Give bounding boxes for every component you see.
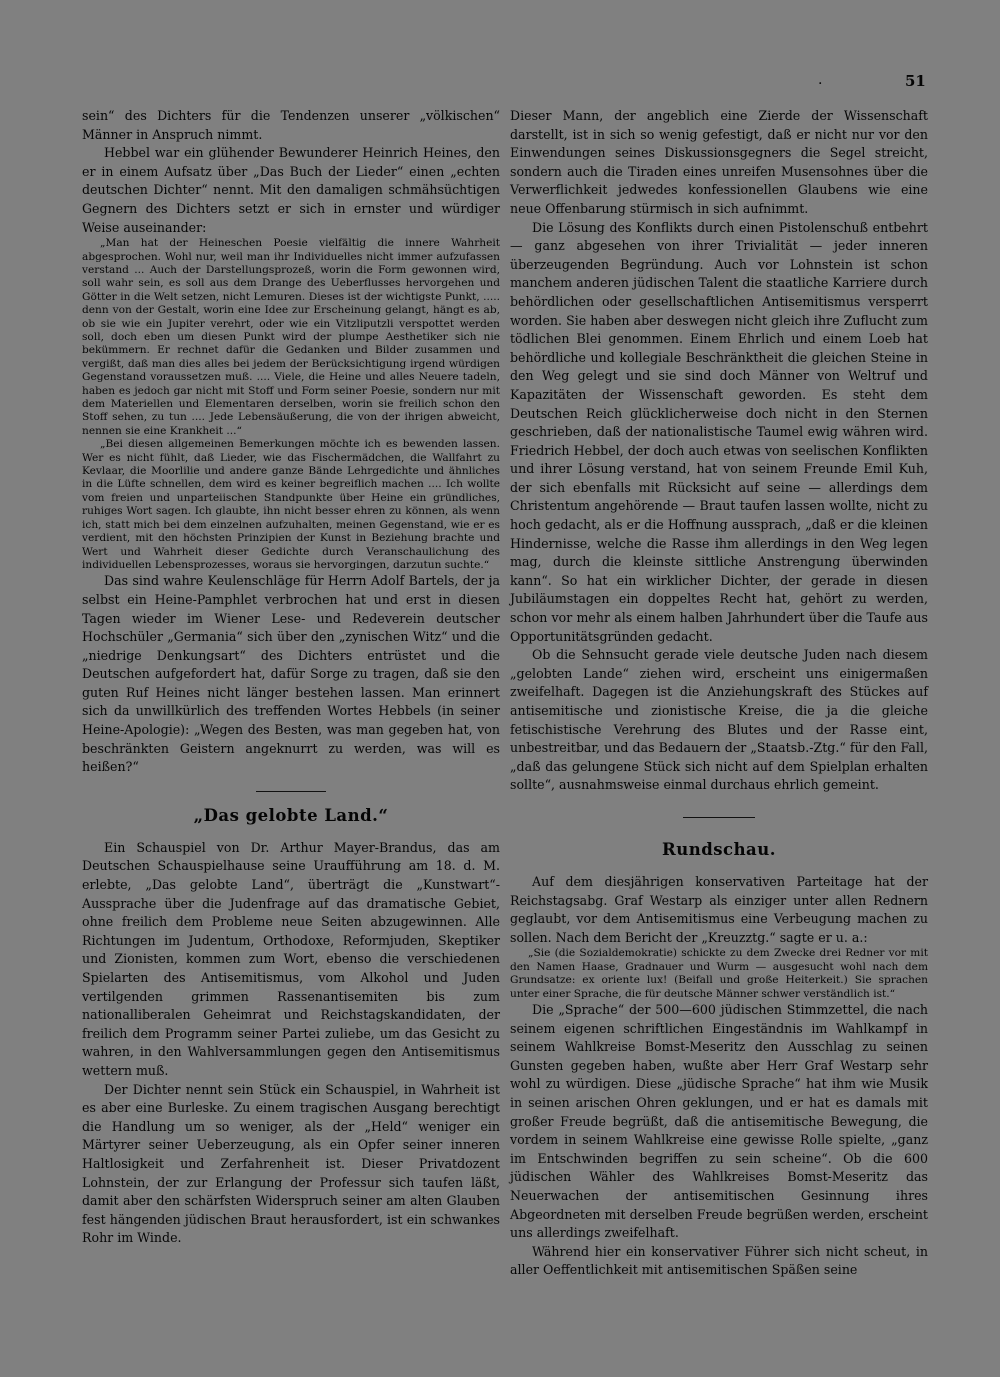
page-number: 51 <box>905 72 926 90</box>
section-divider <box>256 791 326 792</box>
article-heading: „Das gelobte Land.“ <box>193 805 389 825</box>
paragraph: Das sind wahre Keulenschläge für Herrn Adolf Bartels, der ja selbst ein Heine-Pamphlet verbrochen hat und erst in diesen Tagen wieder im Wiener Lese- und Redeverein deutscher Hochschüler „Germania“ sich über den „zynischen Witz“ und die „niedrige Denkungsart“ des Dichters entrüstet und die Deutschen aufgefordert hat, dafür Sorge zu tragen, daß sie den guten Ruf Heines nicht länger bestehen lassen. Man erinnert sich da unwillkürlich des treffenden Wortes Hebbels (in seiner Heine-Apologie): „Wegen des Besten, was man gegeben hat, von beschränkten Geistern angeknurrt zu werden, was will es heißen?“ <box>82 573 500 775</box>
block-quote: „Man hat der Heineschen Poesie vielfältig die innere Wahrheit abgesprochen. Wohl nur, weil man ihr Individuelles nicht immer aufzufassen verstand ... Auch der Darstellungsprozeß, worin die Form gewonnen wird, soll wahr sein, es soll aus dem Drange des Ueberflusses hervorgehen und Götter in die Welt setzen, nicht Lemuren. Dieses ist der wichtigste Punkt, ..... denn von der Gestalt, worin eine Idee zur Erscheinung gelangt, hängt es ab, ob sie wie ein Jupiter verehrt, oder wie ein Vitzliputzli verspottet werden soll, doch eben um diesen Punkt wird der plumpe Aesthetiker sich nie bekümmern. Er rechnet dafür die Gedanken und Bilder zusammen und vergißt, daß man dies alles bei jedem der Berücksichtigung irgend würdigen Gegenstand voraussetzen muß. .... Viele, die Heine und alles Neuere tadeln, haben es jedoch gar nicht mit Stoff und Form seiner Poesie, sondern nur mit dem Materiellen und Elementaren derselben, worin sie freilich schon den Stoff sehen, zu tun .... Jede Lebensäußerung, die von der ihrigen abweicht, nennen sie eine Krankheit ...“ <box>82 237 500 437</box>
paragraph: Die Lösung des Konflikts durch einen Pistolenschuß entbehrt — ganz abgesehen von ihrer Trivialität — jeder inneren überzeugenden Begründung. Auch vor Lohnstein ist schon manchem anderen jüdischen Talent die staatliche Karriere durch behördlichen oder gesellschaftlichen Antisemitismus versperrt worden. Sie haben aber deswegen nicht gleich ihre Zuflucht zum tödlichen Blei genommen. Einem Ehrlich und einem Loeb hat behördliche und kollegiale Beschränktheit die gleichen Steine in den Weg gelegt und sie sind doch Männer von Weltruf und Kapazitäten der Wissenschaft geworden. Es steht dem Deutschen Reich glücklicherweise doch nicht in den Sternen geschrieben, daß der nationalistische Taumel ewig währen wird. Friedrich Hebbel, der doch auch etwas von seelischen Konflikten und ihrer Lösung verstand, hat von seinem Freunde Emil Kuh, der sich ebenfalls mit Rücksicht auf seine — allerdings dem Christentum angehörende — Braut taufen lassen wollte, nicht zu hoch gedacht, als er die Hoffnung aussprach, „daß er die kleinen Hindernisse, welche die Rasse ihm allerdings in den Weg legen mag, durch die kleinste sittliche Anstrengung überwinden kann“. So hat ein wirklicher Dichter, der gerade in diesen Jubiläumstagen ein doppeltes Recht hat, gehört zu werden, schon vor mehr als einem halben Jahrhundert über die Taufe aus Opportunitätsgründen gedacht. <box>510 219 928 644</box>
paragraph: Dieser Mann, der angeblich eine Zierde der Wissenschaft darstellt, ist in sich so wenig gefestigt, daß er nicht nur vor den Einwendungen seines Diskussionsgegners die Segel streicht, sondern auch die Tiraden eines unreifen Musensohnes über die Verwerflichkeit jedwedes konfessionellen Glaubens wie eine neue Offenbarung stürmisch in sich aufnimmt. <box>510 108 928 216</box>
paragraph: Hebbel war ein glühender Bewunderer Heinrich Heines, den er in einem Aufsatz über „Das Buch der Lieder“ einen „echten deutschen Dichter“ nennt. Mit den damaligen schmähsüchtigen Gegnern des Dichters setzt er sich in ernster und würdiger Weise auseinander: <box>82 145 500 235</box>
paragraph: Der Dichter nennt sein Stück ein Schauspiel, in Wahrheit ist es aber eine Burleske. Zu einem tragischen Ausgang berechtigt die Handlung um so weniger, als der „Held“ weniger ein Märtyrer seiner Ueberzeugung, als ein Opfer seiner inneren Haltlosigkeit und Zerfahrenheit ist. Dieser Privatdozent Lohnstein, der zur Erlangung der Professur sich taufen läßt, damit aber den schärfsten Widerspruch seiner am alten Glauben fest hängenden jüdischen Braut herausfordert, ist ein schwankes Rohr im Winde. <box>82 1081 500 1246</box>
paragraph: Auf dem diesjährigen konservativen Parteitage hat der Reichstagsabg. Graf Westarp als einziger unter allen Rednern geglaubt, vor dem Antisemitismus eine Verbeugung machen zu sollen. Nach dem Bericht der „Kreuzztg.“ sagte er u. a.: <box>510 873 928 945</box>
section-divider <box>683 817 755 818</box>
left-column <box>82 107 500 1248</box>
block-quote: „Sie (die Sozialdemokratie) schickte zu dem Zwecke drei Redner vor mit den Namen Haase, Gradnauer und Wurm — ausgesucht wohl nach dem Grundsatze: ex oriente lux! (Beifall und große Heiterkeit.) Sie sprachen unter einer Sprache, die für deutsche Männer schwer verständlich ist.“ <box>510 947 928 1000</box>
section-heading: Rundschau. <box>661 839 776 859</box>
paragraph: Ein Schauspiel von Dr. Arthur Mayer-Brandus, das am Deutschen Schauspielhause seine Uraufführung am 18. d. M. erlebte, „Das gelobte Land“, überträgt die „Kunstwart“-Aussprache über die Judenfrage auf das dramatische Gebiet, ohne freilich dem Probleme neue Seiten abzugewinnen. Alle Richtungen im Judentum, Orthodoxe, Reformjuden, Skeptiker und Zionisten, kommen zum Wort, ebenso die verschiedenen Spielarten des Antisemitismus, vom Alkohol und Juden vertilgenden grimmen Rassenantisemiten bis zum nationalliberalen Geheimrat und Reichstagskandidaten, der freilich dem Programm seiner Partei zuliebe, um das Gesicht zu wahren, in den Wahlversammlungen gegen den Antisemitismus wettern muß. <box>82 839 500 1078</box>
page-marker: . <box>818 72 823 88</box>
paragraph: sein“ des Dichters für die Tendenzen unserer „völkischen“ Männer in Anspruch nimmt. <box>82 108 500 142</box>
paragraph: Die „Sprache“ der 500—600 jüdischen Stimmzettel, die nach seinem eigenen schriftlichen Eingeständnis im Wahlkampf in seinem Wahlkreise Bomst-Meseritz den Ausschlag zu seinen Gunsten gegeben haben, wußte aber Herr Graf Westarp sehr wohl zu würdigen. Diese „jüdische Sprache“ hat ihm wie Musik in seinen arischen Ohren geklungen, und er hat es damals mit großer Freude begrüßt, daß die antisemitische Bewegung, die vordem in seinem Wahlkreise eine gewisse Rolle spielte, „ganz im Entschwinden begriffen zu sein scheine“. Ob die 600 jüdischen Wähler des Wahlkreises Bomst-Meseritz das Neuerwachen der antisemitischen Gesinnung ihres Abgeordneten mit derselben Freude begrüßen werden, erscheint uns allerdings zweifelhaft. <box>510 1001 928 1241</box>
block-quote: „Bei diesen allgemeinen Bemerkungen möchte ich es bewenden lassen. Wer es nicht fühlt, daß Lieder, wie das Fischermädchen, die Wallfahrt zu Kevlaar, die Moorlilie und andere ganze Bände Lehrgedichte und ähnliches in die Lüfte schnellen, dem wird es keiner begreiflich machen .... Ich wollte vom freien und unparteiischen Standpunkte über Heine ein gründliches, ruhiges Wort sagen. Ich glaubte, ihn nicht besser ehren zu können, als wenn ich, statt mich bei dem einzelnen aufzuhalten, meinen Gegenstand, wie er es verdient, mit den höchsten Prinzipien der Kunst in Beziehung brachte und Wert und Wahrheit dieser Gedichte durch Veranschaulichung des individuellen Lebensprozesses, woraus sie hervorgingen, darzutun suchte.“ <box>82 438 500 571</box>
paragraph: Während hier ein konservativer Führer sich nicht scheut, in aller Oeffentlichkeit mit antisemitischen Späßen seine <box>510 1243 928 1278</box>
paragraph: Ob die Sehnsucht gerade viele deutsche Juden nach diesem „gelobten Lande“ ziehen wird, erscheint uns einigermaßen zweifelhaft. Dagegen ist die Anziehungskraft des Stückes auf antisemitische und zionistische Kreise, die ja die gleiche fetischistische Verehrung des Blutes und der Rasse eint, unbestreitbar, und das Bedauern der „Staatsb.-Ztg.“ für den Fall, „daß das gelungene Stück sich nicht auf dem Spielplan erhalten sollte“, ausnahmsweise einmal durchaus ehrlich gemeint. <box>510 647 928 793</box>
right-column <box>510 107 928 1280</box>
